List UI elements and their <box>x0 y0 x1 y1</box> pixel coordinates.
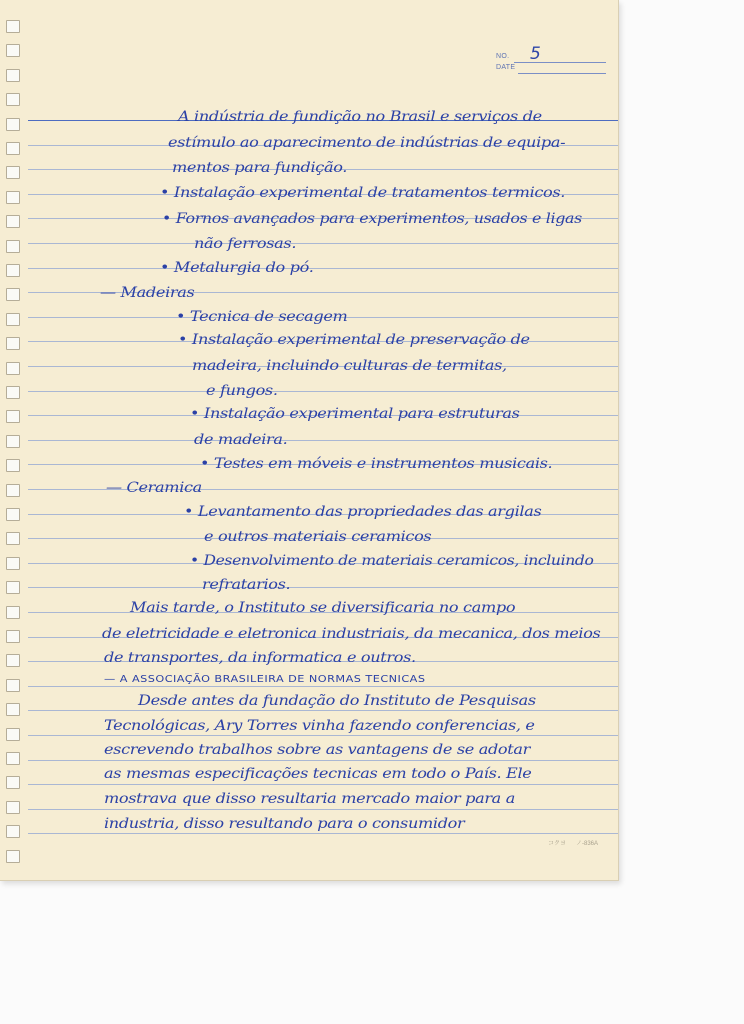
handwritten-line: Desde antes da fundação do Instituto de Pesquisas <box>138 693 536 709</box>
handwritten-line: — A ASSOCIAÇÃO BRASILEIRA DE NORMAS TECNICAS <box>104 674 426 685</box>
handwritten-line: • Instalação experimental de tratamentos termicos. <box>160 185 566 201</box>
handwritten-line: • Testes em móveis e instrumentos musicais. <box>200 456 553 472</box>
handwritten-line: • Instalação experimental para estruturas <box>190 406 520 422</box>
handwritten-line: escrevendo trabalhos sobre as vantagens de se adotar <box>104 742 530 758</box>
ruled-line <box>28 587 618 588</box>
handwritten-line: industria, disso resultando para o consumidor <box>104 816 465 832</box>
handwritten-line: • Fornos avançados para experimentos, usados e ligas <box>162 211 582 227</box>
handwritten-line: refratarios. <box>202 577 291 593</box>
header-date-label: DATE <box>496 64 516 71</box>
ruled-line <box>28 784 618 785</box>
ruled-line <box>28 760 618 761</box>
handwritten-line: • Metalurgia do pó. <box>160 260 314 276</box>
ruled-line <box>28 710 618 711</box>
handwritten-line: as mesmas especificações tecnicas em todo o País. Ele <box>104 766 532 782</box>
handwritten-line: de transportes, da informatica e outros. <box>104 650 416 666</box>
handwritten-line: e fungos. <box>206 383 278 399</box>
handwritten-line: • Desenvolvimento de materiais ceramicos, incluindo <box>190 553 594 569</box>
ruled-line <box>28 243 618 244</box>
handwritten-line: estímulo ao aparecimento de indústrias de equipa- <box>168 135 566 151</box>
handwritten-line: • Tecnica de secagem <box>176 309 348 325</box>
ruled-line <box>28 735 618 736</box>
handwritten-line: de madeira. <box>194 432 288 448</box>
page-number: 5 <box>530 44 541 64</box>
handwritten-line: de eletricidade e eletronica industriais, da mecanica, dos meios <box>102 626 601 642</box>
header-no-label: NO. <box>496 53 510 60</box>
handwritten-line: • Instalação experimental de preservação de <box>178 332 530 348</box>
handwritten-line: Tecnológicas, Ary Torres vinha fazendo conferencias, e <box>104 718 535 734</box>
handwritten-line: — Madeiras <box>100 285 195 301</box>
header-no-line <box>514 62 606 63</box>
handwritten-line: não ferrosas. <box>194 236 297 252</box>
ruled-line <box>28 833 618 834</box>
handwritten-line: • Levantamento das propriedades das argilas <box>184 504 542 520</box>
header-date-line <box>518 73 606 74</box>
ruled-line <box>28 809 618 810</box>
ruled-line <box>28 391 618 392</box>
handwritten-line: mentos para fundição. <box>172 160 348 176</box>
ruled-line <box>28 440 618 441</box>
handwritten-line: e outros materiais ceramicos <box>204 529 432 545</box>
footer-code-left: コクヨ <box>548 841 567 847</box>
handwritten-line: madeira, incluindo culturas de termitas, <box>192 358 507 374</box>
handwritten-line: A indústria de fundição no Brasil e serviços de <box>178 109 542 125</box>
handwritten-line: Mais tarde, o Instituto se diversificaria no campo <box>130 600 516 616</box>
footer-code-right: ノ-836A <box>576 841 599 847</box>
handwritten-line: mostrava que disso resultaria mercado maior para a <box>104 791 515 807</box>
handwritten-line: — Ceramica <box>106 480 202 496</box>
ruled-line <box>28 268 618 269</box>
